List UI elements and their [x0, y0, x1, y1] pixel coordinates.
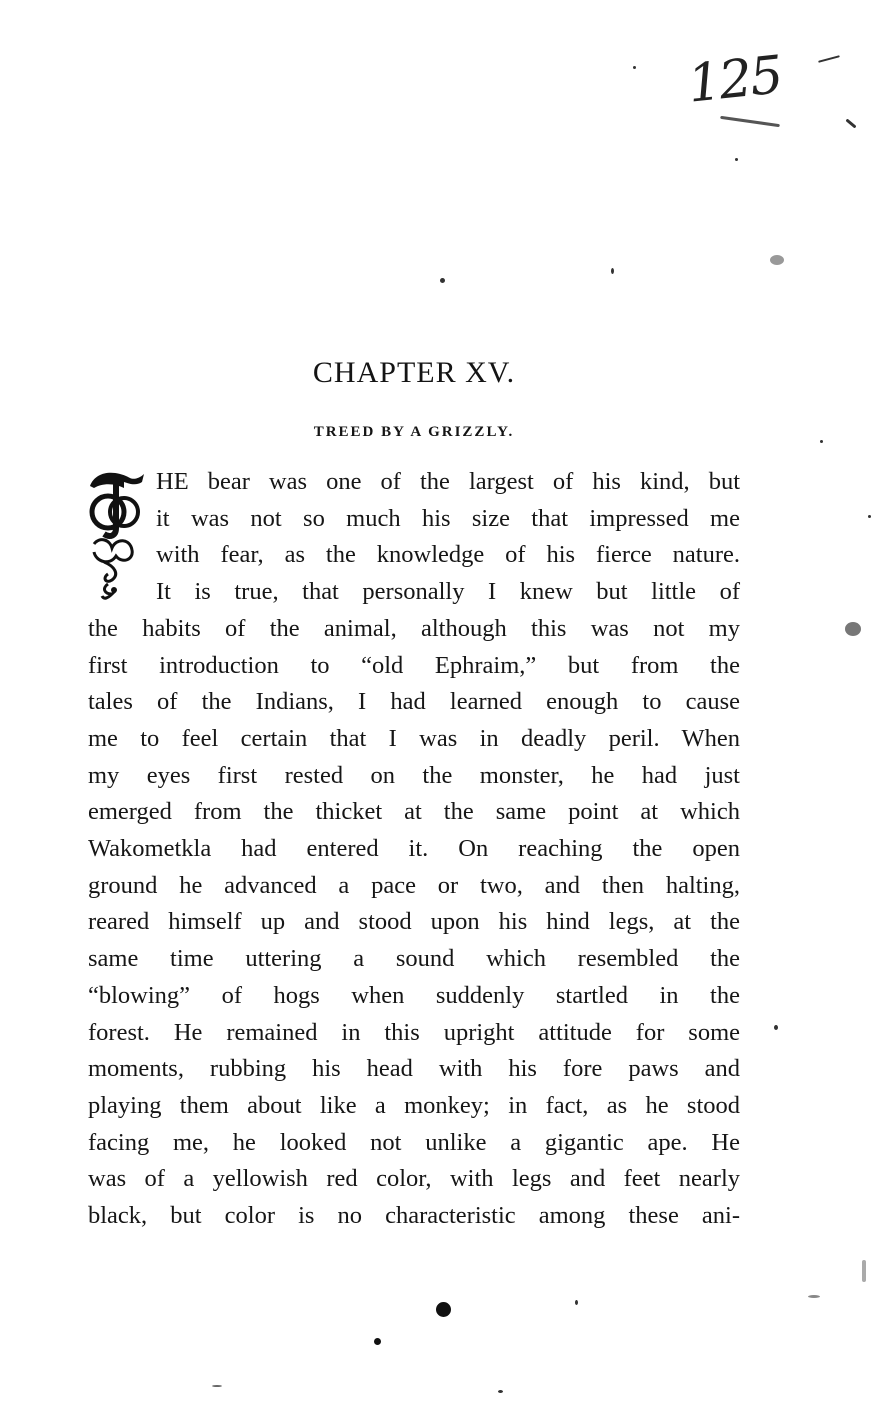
text-line: emerged from the thicket at the same point at which — [88, 798, 740, 826]
scan-speck — [611, 268, 614, 274]
text-line: facing me, he looked not unlike a gigantic ape. He — [88, 1128, 740, 1156]
chapter-subtitle: TREED BY A GRIZZLY. — [313, 424, 515, 440]
text-line: playing them about like a monkey; in fact, as he stood — [88, 1091, 740, 1119]
drop-cap-ornament — [86, 466, 150, 606]
scan-speck — [440, 278, 445, 283]
text-line: tales of the Indians, I had learned enough to cause — [88, 688, 740, 716]
decorative-dot — [436, 1302, 451, 1317]
text-line: my eyes first rested on the monster, he had just — [88, 761, 740, 789]
text-line: was of a yellowish red color, with legs and feet nearly — [88, 1165, 740, 1193]
scan-speck — [862, 1260, 866, 1282]
text-line: it was not so much his size that impressed me — [156, 504, 740, 532]
scan-speck — [735, 158, 738, 161]
decorative-dot — [374, 1338, 381, 1345]
chapter-title: CHAPTER XV. — [312, 356, 516, 389]
text-line: the habits of the animal, although this was not my — [88, 614, 740, 642]
scan-speck — [774, 1025, 778, 1030]
text-line: with fear, as the knowledge of his fierce nature. — [156, 541, 740, 569]
scan-speck — [720, 116, 780, 127]
text-line: moments, rubbing his head with his fore paws and — [88, 1055, 740, 1083]
scan-speck — [498, 1390, 503, 1393]
scan-speck — [575, 1300, 578, 1305]
scan-speck — [212, 1385, 222, 1387]
text-line: HE bear was one of the largest of his kind, but — [156, 468, 740, 495]
scan-speck — [818, 55, 840, 63]
scan-speck — [633, 66, 636, 69]
text-line: same time uttering a sound which resembled the — [88, 945, 740, 973]
scan-speck — [808, 1295, 820, 1298]
handwritten-page-number: 125 — [685, 45, 785, 115]
scan-speck — [868, 515, 871, 518]
text-line: first introduction to “old Ephraim,” but from the — [88, 651, 740, 679]
text-line: It is true, that personally I knew but little of — [156, 578, 740, 606]
text-line: Wakometkla had entered it. On reaching the open — [88, 835, 740, 862]
scan-speck — [845, 118, 856, 128]
text-line: forest. He remained in this upright attitude for some — [88, 1018, 740, 1046]
text-line: ground he advanced a pace or two, and then halting, — [88, 871, 740, 899]
scan-speck — [845, 622, 861, 636]
text-line: me to feel certain that I was in deadly peril. When — [88, 724, 740, 752]
scan-speck — [770, 255, 784, 265]
text-line: “blowing” of hogs when suddenly startled in the — [88, 981, 740, 1009]
text-line: black, but color is no characteristic among these ani- — [88, 1202, 740, 1229]
text-line: reared himself up and stood upon his hind legs, at the — [88, 908, 740, 936]
